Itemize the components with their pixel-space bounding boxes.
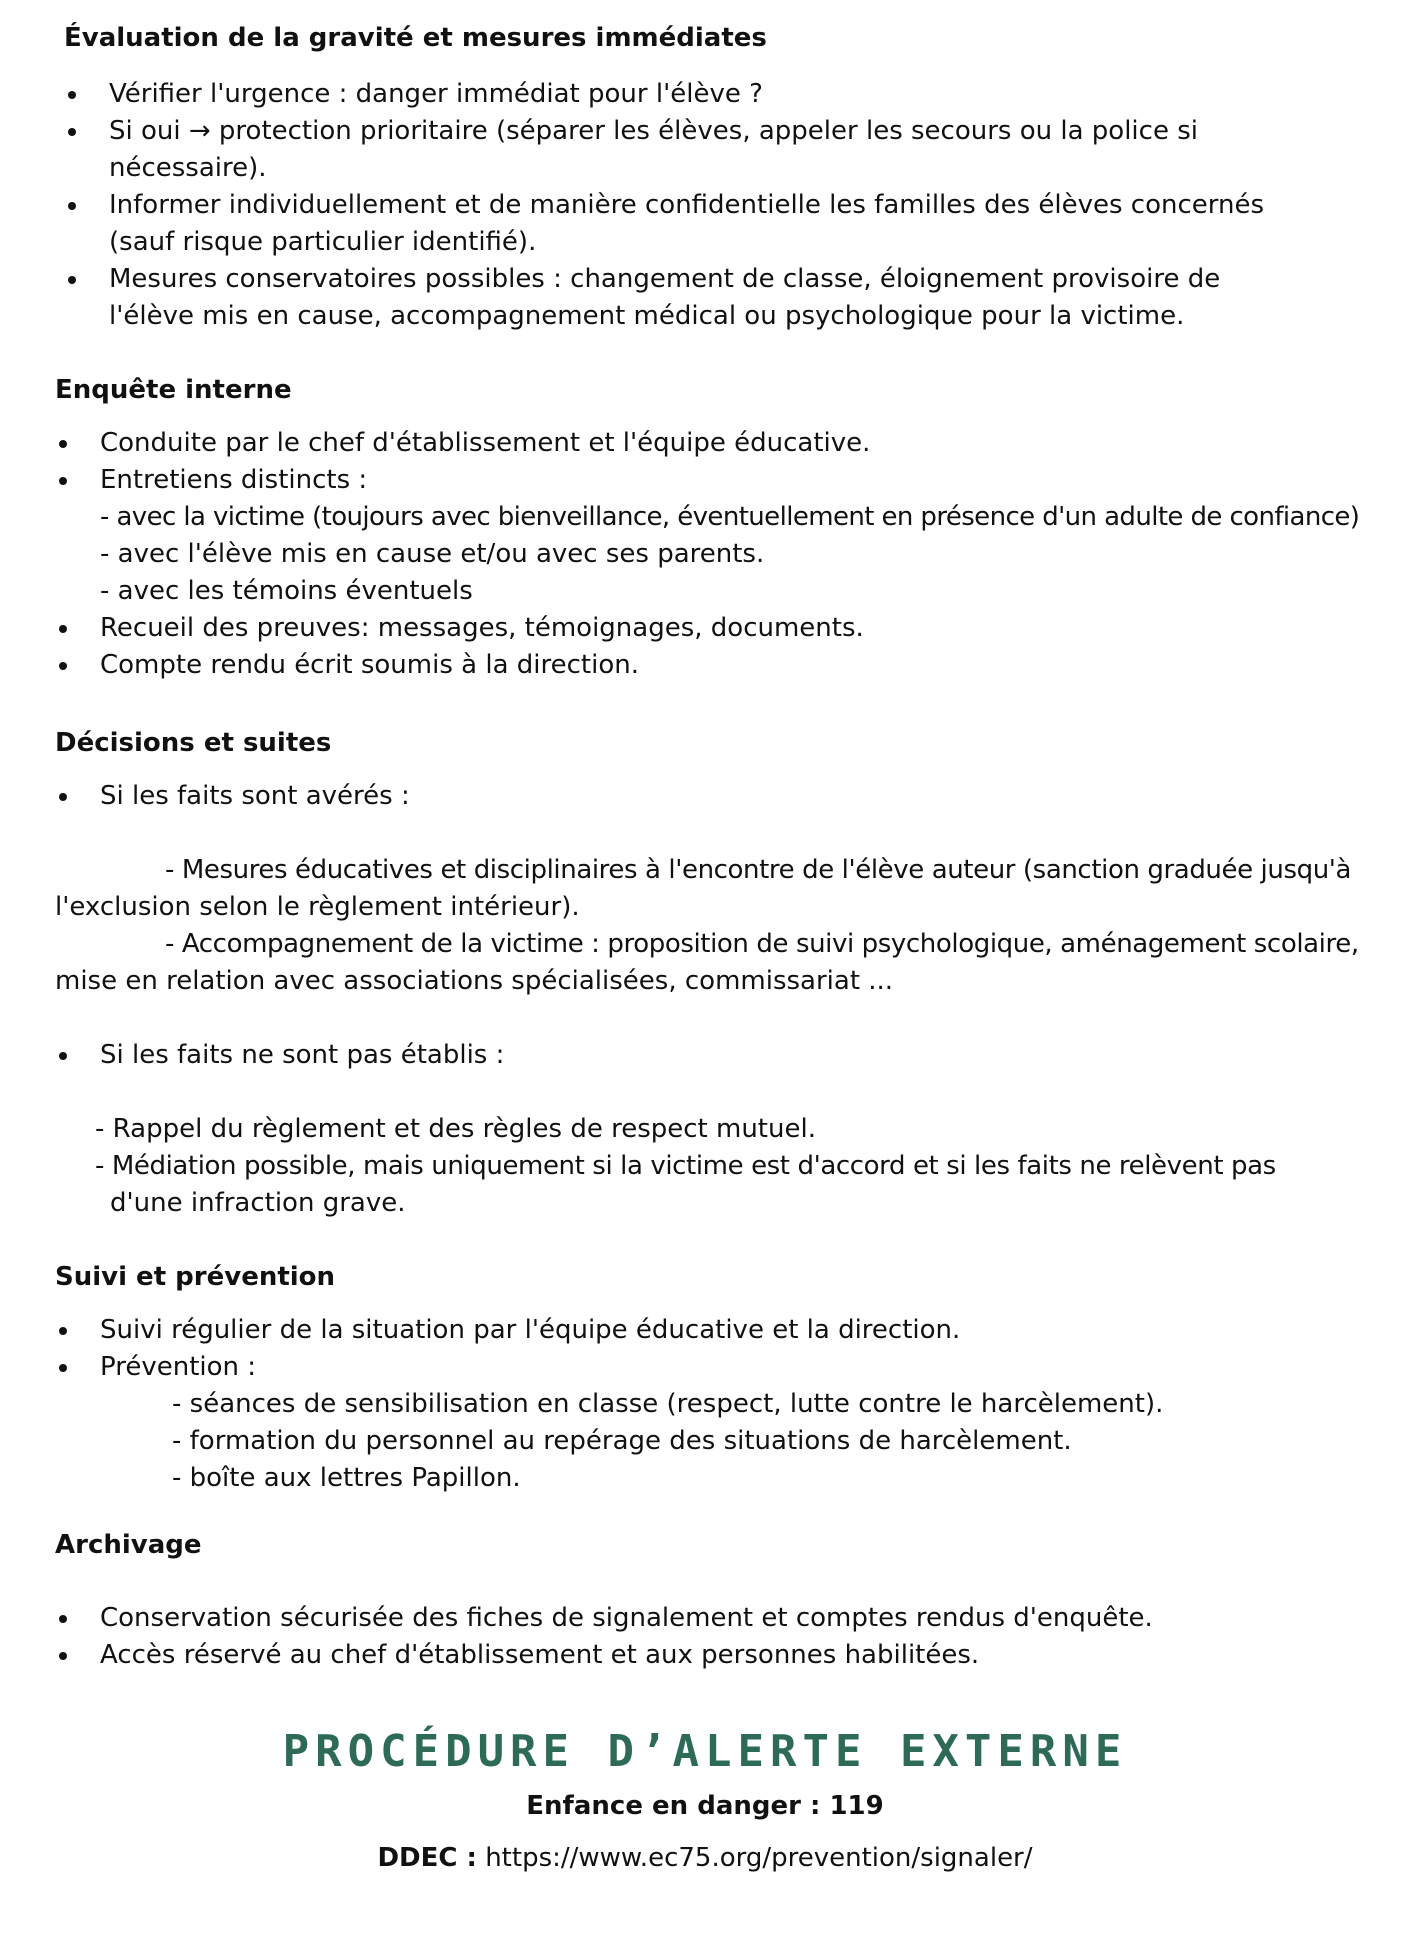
evaluation-list: [64, 76, 1304, 335]
sub-item: - avec l'élève mis en cause et/ou avec ses parents.: [100, 539, 765, 569]
external-alert-title: PROCÉDURE D’ALERTE EXTERNE: [282, 1726, 1128, 1777]
section-heading-archivage: Archivage: [55, 1530, 202, 1560]
paragraph-line: - Accompagnement de la victime : proposition de suivi psychologique, aménagement scolaire,: [165, 929, 1359, 959]
list-item: Vérifier l'urgence : danger immédiat pour l'élève ?: [64, 76, 1304, 113]
child-danger-line: [0, 1788, 1410, 1825]
paragraph-line: - Rappel du règlement et des règles de respect mutuel.: [95, 1114, 816, 1144]
paragraph-line: d'une infraction grave.: [110, 1188, 406, 1218]
list-item: [55, 1349, 1355, 1497]
sub-item: - avec les témoins éventuels: [100, 576, 473, 606]
ddec-link[interactable]: https://www.ec75.org/prevention/signaler/: [485, 1843, 1033, 1873]
list-item: [55, 462, 1375, 610]
ddec-label: DDEC :: [377, 1843, 477, 1873]
list-item: Accès réservé au chef d'établissement et aux personnes habilitées.: [55, 1637, 1355, 1674]
list-item: Mesures conservatoires possibles : changement de classe, éloignement provisoire de l'élève mis en cause, accompagnement médical ou psychologique pour la victime.: [64, 261, 1304, 335]
section-heading-suivi: Suivi et prévention: [55, 1262, 336, 1292]
section-heading-evaluation: Évaluation de la gravité et mesures immédiates: [64, 23, 767, 53]
sub-item: - séances de sensibilisation en classe (respect, lutte contre le harcèlement).: [172, 1389, 1164, 1419]
enquete-list: [55, 425, 1375, 684]
ddec-line: [0, 1840, 1410, 1877]
list-item: Si les faits sont avérés :: [55, 778, 1355, 815]
list-item-label: Entretiens distincts :: [100, 465, 368, 495]
paragraph-line: - Médiation possible, mais uniquement si la victime est d'accord et si les faits ne relèvent pas: [95, 1151, 1276, 1181]
archivage-list: [55, 1600, 1355, 1674]
list-item: Conservation sécurisée des fiches de signalement et comptes rendus d'enquête.: [55, 1600, 1355, 1637]
decisions-list-1: [55, 778, 1355, 815]
list-item: Conduite par le chef d'établissement et l'équipe éducative.: [55, 425, 1375, 462]
child-danger-text: Enfance en danger : 119: [526, 1791, 884, 1821]
suivi-list: [55, 1312, 1355, 1497]
decision-sub-paragraph: [95, 1111, 1375, 1222]
list-item-label: Prévention :: [100, 1352, 257, 1382]
paragraph-line: l'exclusion selon le règlement intérieur).: [55, 892, 580, 922]
section-heading-decisions: Décisions et suites: [55, 728, 332, 758]
paragraph-line: mise en relation avec associations spécialisées, commissariat ...: [55, 966, 894, 996]
list-item: Suivi régulier de la situation par l'équipe éducative et la direction.: [55, 1312, 1355, 1349]
list-item: Recueil des preuves: messages, témoignages, documents.: [55, 610, 1375, 647]
list-item: Si les faits ne sont pas établis :: [55, 1037, 1355, 1074]
sub-item: - avec la victime (toujours avec bienveillance, éventuellement en présence d'un adulte de confiance): [100, 502, 1360, 532]
section-heading-enquete: Enquête interne: [55, 375, 292, 405]
paragraph-line: - Mesures éducatives et disciplinaires à l'encontre de l'élève auteur (sanction graduée jusqu'à: [165, 855, 1352, 885]
sub-item: - boîte aux lettres Papillon.: [172, 1463, 521, 1493]
decision-paragraph: [55, 852, 1395, 1000]
list-item: Compte rendu écrit soumis à la direction.: [55, 647, 1375, 684]
list-item: Si oui → protection prioritaire (séparer les élèves, appeler les secours ou la police si nécessaire).: [64, 113, 1304, 187]
sub-item: - formation du personnel au repérage des situations de harcèlement.: [172, 1426, 1072, 1456]
list-item: Informer individuellement et de manière confidentielle les familles des élèves concernés (sauf risque particulier identifié).: [64, 187, 1304, 261]
decisions-list-2: [55, 1037, 1355, 1074]
